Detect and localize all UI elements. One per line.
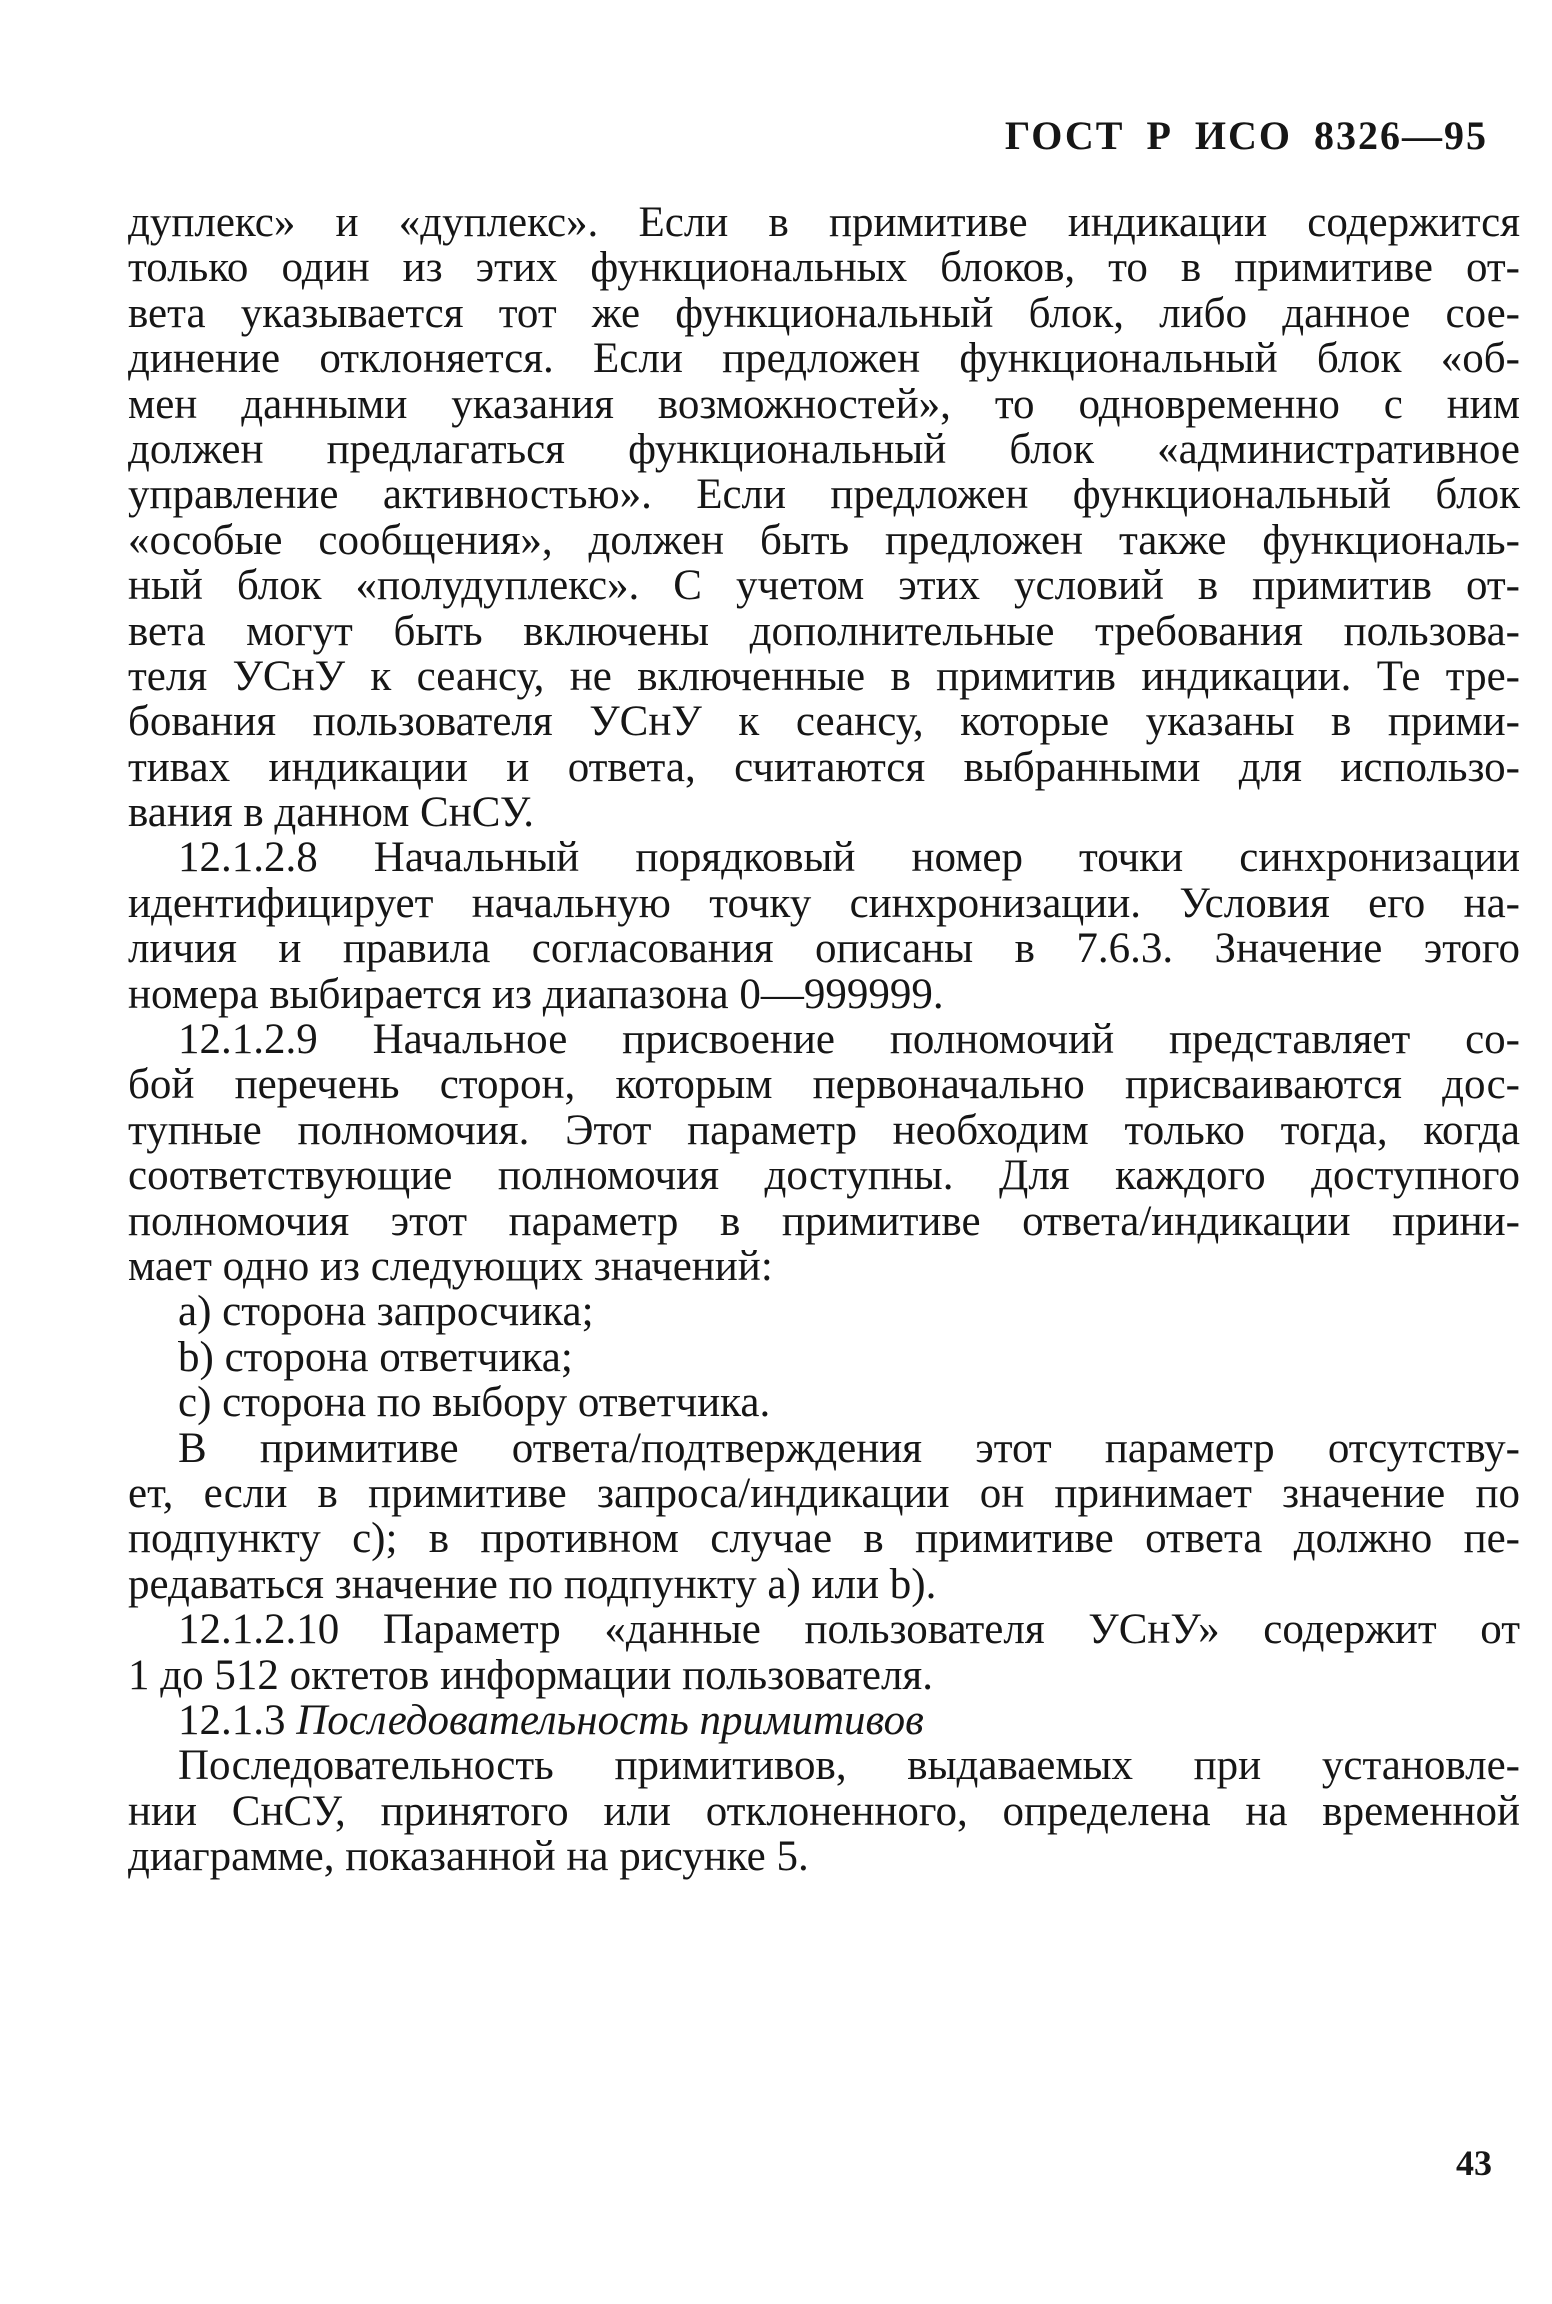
list-item-b: b) сторона ответчика; — [178, 1333, 573, 1381]
text-line: 1 до 512 октетов информации пользователя. — [128, 1651, 933, 1699]
text-line: нии СнСУ, принятого или отклоненного, определена на временной — [128, 1787, 1520, 1835]
text-line: подпункту c); в противном случае в примитиве ответа должно пе- — [128, 1515, 1520, 1563]
clause-12-1-2-9: 12.1.2.9 Начальное присвоение полномочий представляет со- — [178, 1016, 1520, 1064]
text-line: динение отклоняется. Если предложен функциональный блок «об- — [128, 335, 1520, 383]
section-number: 12.1.3 — [178, 1696, 297, 1744]
document-body — [128, 200, 1520, 1879]
text-line: вания в данном СнСУ. — [128, 789, 535, 837]
text-line: вета могут быть включены дополнительные требования пользова- — [128, 607, 1520, 655]
text-line: личия и правила согласования описаны в 7.6.3. Значение этого — [128, 925, 1520, 973]
clause-12-1-2-10: 12.1.2.10 Параметр «данные пользователя УСнУ» содержит от — [178, 1606, 1520, 1654]
text-line: диаграмме, показанной на рисунке 5. — [128, 1833, 809, 1881]
text-line: ет, если в примитиве запроса/индикации он принимает значение по — [128, 1469, 1520, 1517]
page-number: 43 — [1456, 2143, 1492, 2183]
text-line: соответствующие полномочия доступны. Для каждого доступного — [128, 1152, 1520, 1200]
text-line: ный блок «полудуплекс». С учетом этих условий в примитив от- — [128, 562, 1520, 610]
section-heading-12-1-3 — [128, 1698, 1520, 1743]
text-line: бой перечень сторон, которым первоначально присваиваются дос- — [128, 1061, 1520, 1109]
text-line: В примитиве ответа/подтверждения этот параметр отсутству- — [178, 1424, 1520, 1472]
text-line: полномочия этот параметр в примитиве ответа/индикации прини- — [128, 1197, 1520, 1245]
clause-12-1-2-8: 12.1.2.8 Начальный порядковый номер точки синхронизации — [178, 834, 1520, 882]
text-line: Последовательность примитивов, выдаваемых при установле- — [178, 1742, 1520, 1790]
section-title: Последовательность примитивов — [296, 1696, 924, 1744]
text-line: тупные полномочия. Этот параметр необходим только тогда, когда — [128, 1106, 1520, 1154]
text-line: мен данными указания возможностей», то одновременно с ним — [128, 380, 1520, 428]
text-line: «особые сообщения», должен быть предложен также функциональ- — [128, 516, 1520, 564]
text-line: номера выбирается из диапазона 0—999999. — [128, 970, 944, 1018]
text-line: идентифицирует начальную точку синхронизации. Условия его на- — [128, 879, 1520, 927]
text-line: должен предлагаться функциональный блок «административное — [128, 425, 1520, 473]
text-line: редаваться значение по подпункту a) или b). — [128, 1560, 937, 1608]
text-line: тивах индикации и ответа, считаются выбранными для использо- — [128, 743, 1520, 791]
text-line: только один из этих функциональных блоков, то в примитиве от- — [128, 244, 1520, 292]
list-item-c: c) сторона по выбору ответчика. — [178, 1379, 771, 1427]
text-line: бования пользователя УСнУ к сеансу, которые указаны в прими- — [128, 698, 1520, 746]
text-line: вета указывается тот же функциональный блок, либо данное сое- — [128, 289, 1520, 337]
text-line: управление активностью». Если предложен функциональный блок — [128, 471, 1520, 519]
list-item-a: a) сторона запросчика; — [178, 1288, 594, 1336]
text-line: дуплекс» и «дуплекс». Если в примитиве индикации содержится — [128, 199, 1520, 246]
text-line: теля УСнУ к сеансу, не включенные в примитив индикации. Те тре- — [128, 652, 1520, 700]
document-header: ГОСТ Р ИСО 8326—95 — [1004, 113, 1488, 158]
text-line: мает одно из следующих значений: — [128, 1242, 773, 1290]
